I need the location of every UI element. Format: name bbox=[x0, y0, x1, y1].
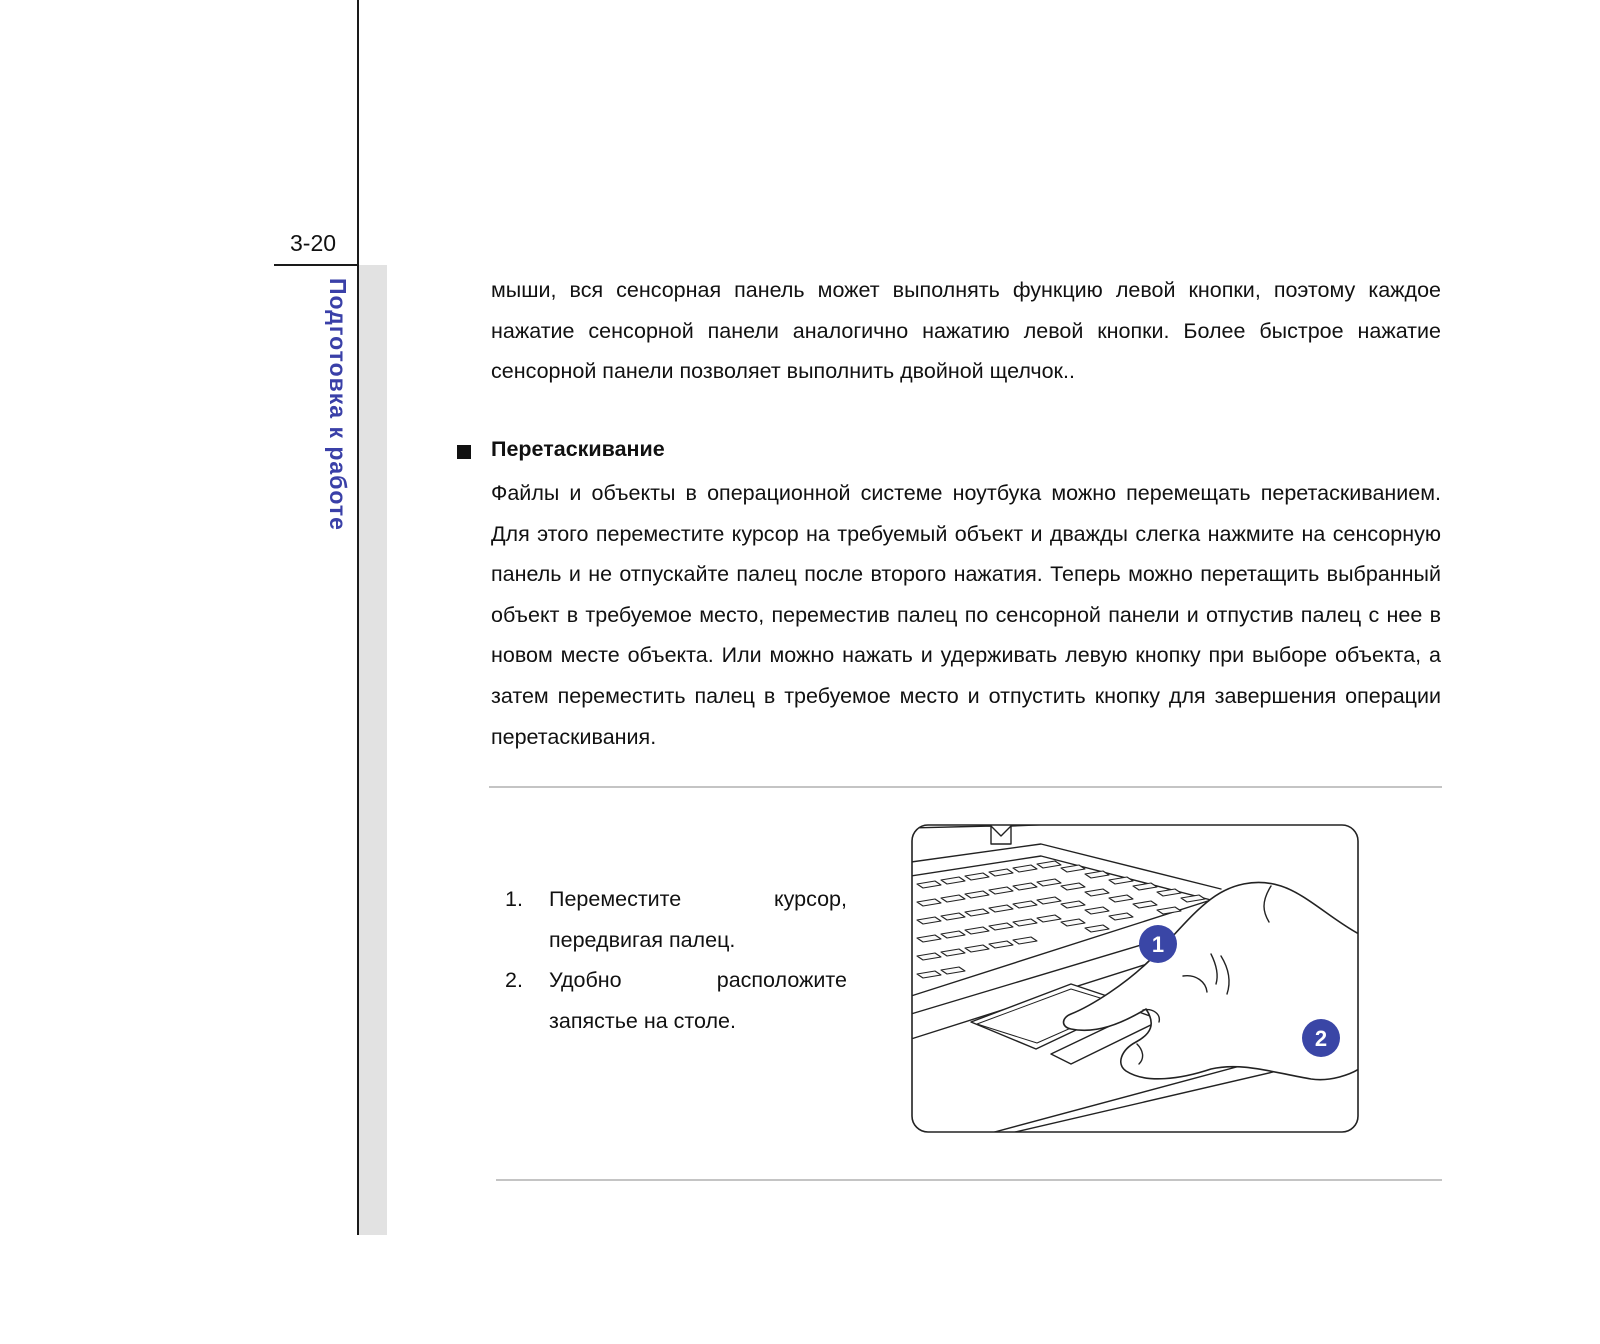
step-text bbox=[549, 879, 847, 960]
laptop-touchpad-drawing bbox=[911, 824, 1359, 1133]
divider-top bbox=[489, 786, 1442, 788]
step-line: запястье на столе. bbox=[549, 1008, 736, 1033]
callout-2 bbox=[1302, 1019, 1340, 1057]
step-line bbox=[549, 960, 847, 1001]
step-line bbox=[549, 879, 847, 920]
divider-bottom bbox=[496, 1179, 1442, 1181]
callout-number: 1 bbox=[1151, 932, 1165, 957]
touchpad-illustration bbox=[911, 824, 1359, 1133]
step-number: 1. bbox=[505, 887, 523, 911]
step-word: расположите bbox=[716, 968, 847, 993]
section-paragraph: Файлы и объекты в операционной системе ноутбука можно перемещать перетаскиванием. Для этого переместите курсор на требуемый объект и дважды слегка нажмите на сенсорную панель и не отпускайте палец после второго нажатия. Теперь можно перетащить выбранный объект в требуемое место, переместив палец по сенсорной панели и отпустив палец с нее в новом месте объекта. Или можно нажать и удерживать левую кнопку при выборе объекта, а затем переместить палец в требуемое место и отпустить кнопку для завершения операции перетаскивания. bbox=[491, 481, 1441, 749]
square-bullet-icon bbox=[457, 445, 471, 459]
step-item bbox=[505, 879, 847, 960]
step-word: Удобно bbox=[549, 968, 622, 993]
step-line: передвигая палец. bbox=[549, 927, 736, 952]
callout-1 bbox=[1139, 925, 1177, 963]
sidebar-gray-band bbox=[359, 265, 387, 1235]
step-number: 2. bbox=[505, 968, 523, 993]
callout-number: 2 bbox=[1314, 1026, 1328, 1051]
step-word: курсор, bbox=[774, 887, 847, 911]
page-number-rule bbox=[274, 264, 359, 266]
step-item bbox=[505, 960, 847, 1041]
chapter-title: Подготовка к работе bbox=[325, 278, 351, 531]
intro-paragraph: мыши, вся сенсорная панель может выполнять функцию левой кнопки, поэтому каждое нажатие сенсорной панели аналогично нажатию левой кнопки. Более быстрое нажатие сенсорной панели позволяет выполнить двойной щелчок.. bbox=[491, 278, 1441, 384]
section-heading: Перетаскивание bbox=[491, 437, 665, 461]
steps-list bbox=[505, 879, 847, 1041]
step-word: Переместите bbox=[549, 887, 682, 911]
step-text bbox=[549, 960, 847, 1041]
page-number: 3-20 bbox=[290, 230, 337, 256]
